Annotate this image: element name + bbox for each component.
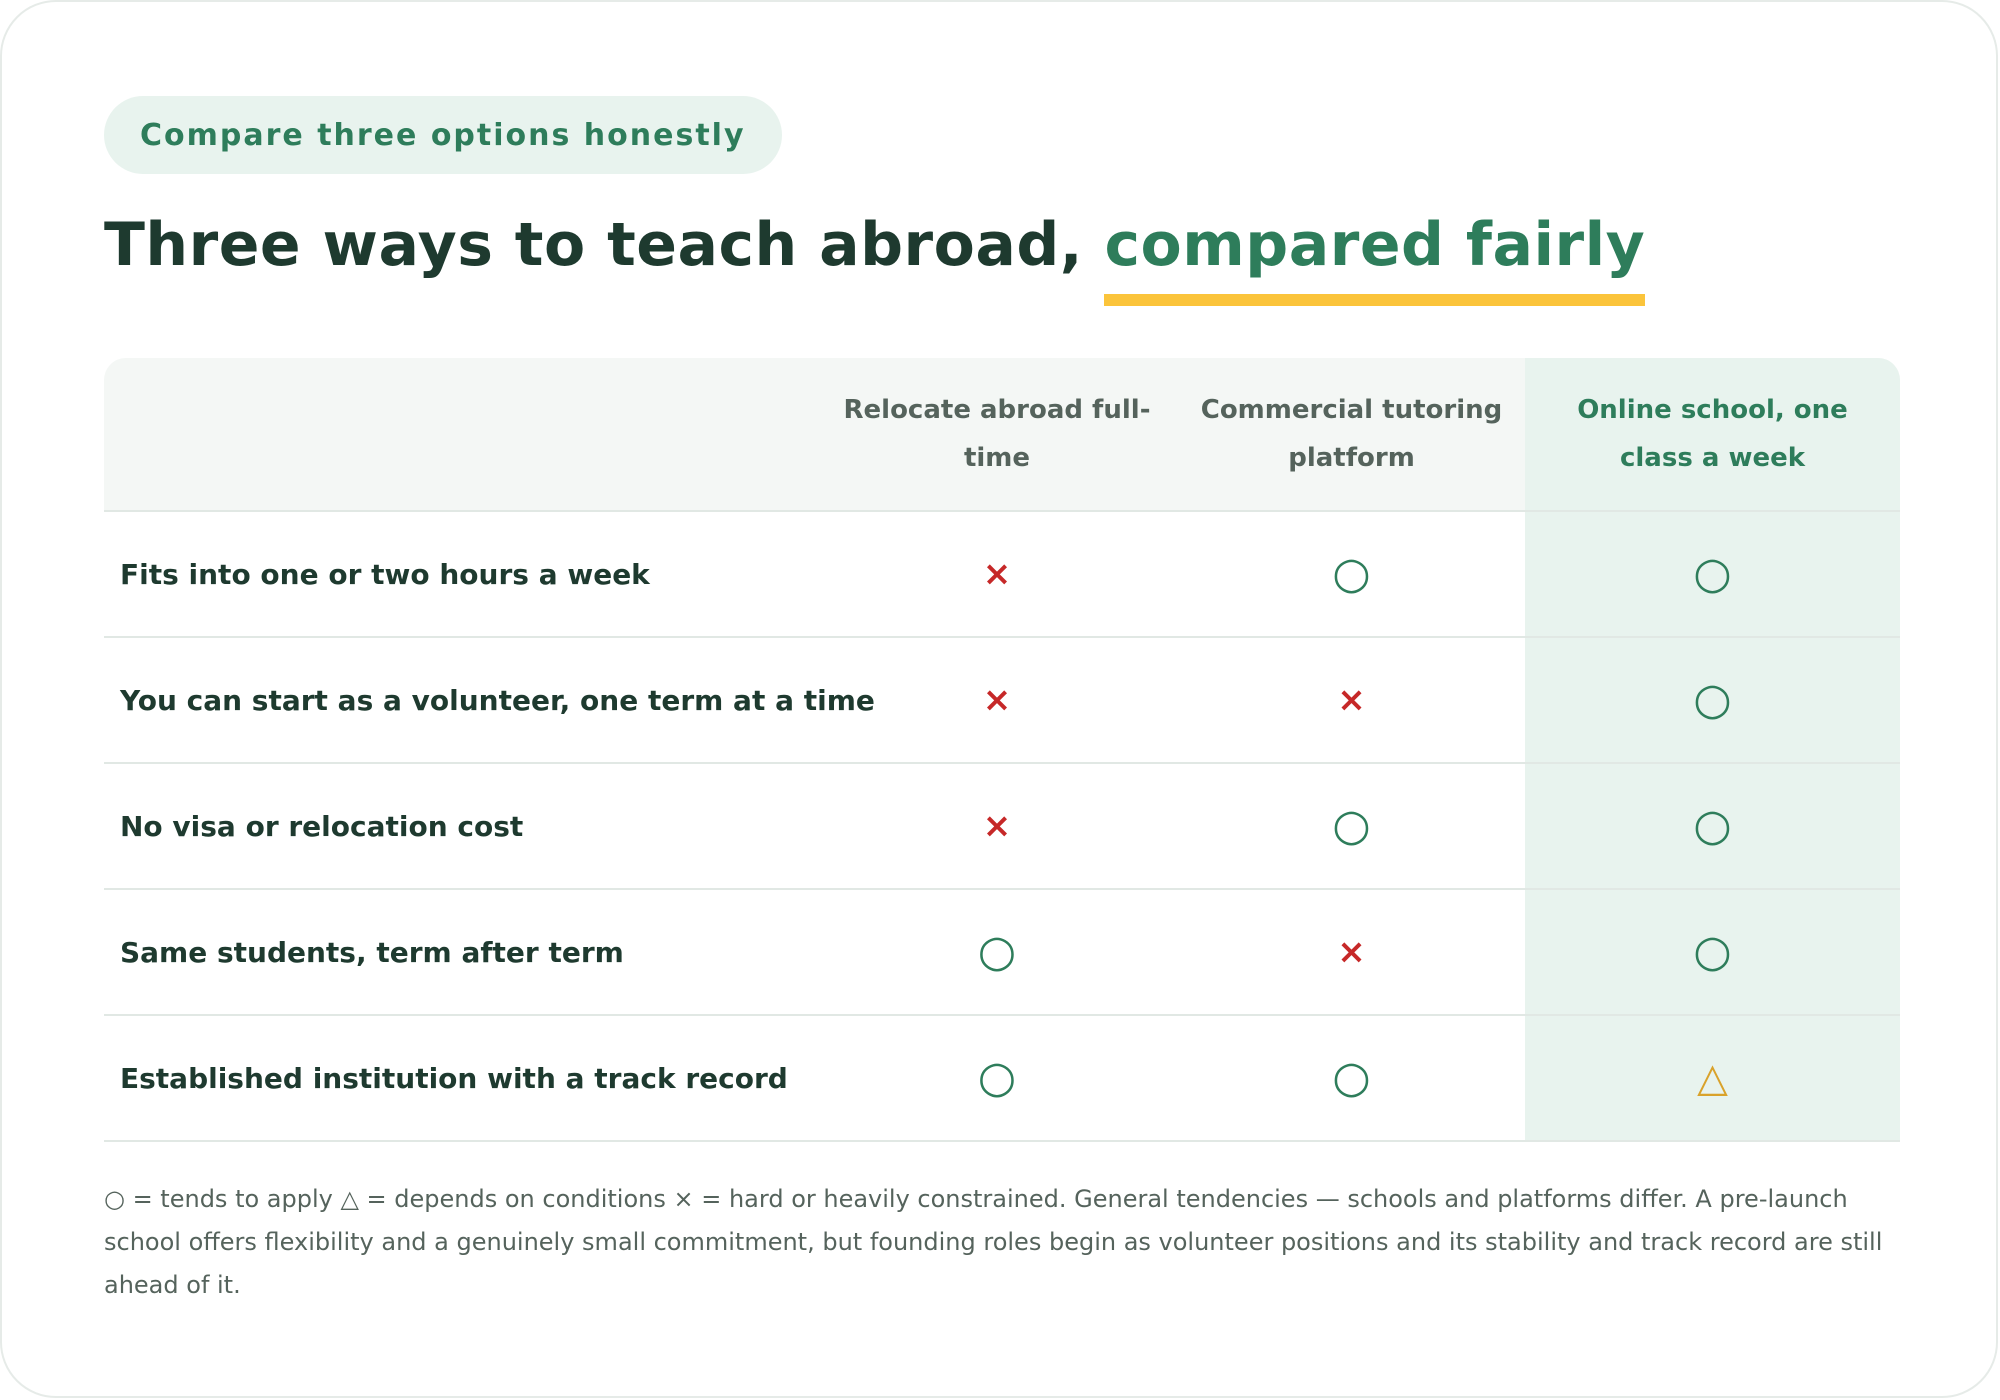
cell-tutoring	[1178, 638, 1525, 762]
cell-relocate	[816, 764, 1178, 888]
comparison-table	[104, 358, 1900, 1142]
cell-tutoring	[1178, 764, 1525, 888]
cell-online-school	[1525, 1016, 1900, 1140]
table-row	[104, 512, 1900, 638]
rating-mark: ×	[1337, 932, 1366, 972]
rating-mark: ○	[1693, 674, 1732, 725]
rating-mark: ○	[1332, 1052, 1371, 1103]
header-empty-cell	[104, 358, 816, 510]
title-accent: compared fairly	[1104, 210, 1646, 280]
cell-tutoring	[1178, 1016, 1525, 1140]
table-header	[104, 358, 1900, 512]
rating-mark: ×	[982, 680, 1012, 720]
table-row	[104, 638, 1900, 764]
legend-footnote: ○ = tends to apply △ = depends on conditions × = hard or heavily constrained. General tendencies — schools and platforms differ. A pre-launch school offers flexibility and a genuinely small commitment, but founding roles begin as volunteer positions and its stability and track record are still ahead of it.	[104, 1185, 1883, 1299]
cell-relocate	[816, 638, 1178, 762]
rating-mark: ○	[1693, 800, 1732, 851]
table-row	[104, 764, 1900, 890]
table-row	[104, 1016, 1900, 1142]
rating-mark: ○	[1693, 926, 1732, 977]
rating-mark: ×	[982, 806, 1012, 846]
cell-tutoring	[1178, 512, 1525, 636]
rating-mark: △	[1697, 1055, 1728, 1101]
cell-online-school	[1525, 512, 1900, 636]
cell-tutoring	[1178, 890, 1525, 1014]
column-header-relocate: Relocate abroad full-time	[843, 395, 1151, 473]
eyebrow-badge: Compare three options honestly	[104, 96, 782, 174]
row-label: Same students, term after term	[120, 935, 624, 969]
cell-online-school	[1525, 764, 1900, 888]
rating-mark: ×	[982, 554, 1012, 594]
cell-relocate	[816, 1016, 1178, 1140]
rating-mark: ×	[1337, 680, 1366, 720]
column-header-online-school: Online school, one class a week	[1525, 358, 1900, 510]
cell-online-school	[1525, 890, 1900, 1014]
row-label: Fits into one or two hours a week	[120, 557, 650, 591]
row-label: No visa or relocation cost	[120, 809, 524, 843]
rating-mark: ○	[977, 926, 1017, 977]
column-header-tutoring-platform: Commercial tutoring platform	[1200, 395, 1503, 473]
rating-mark: ○	[1693, 548, 1732, 599]
row-label: You can start as a volunteer, one term at a time	[120, 683, 875, 717]
cell-relocate	[816, 890, 1178, 1014]
cell-online-school	[1525, 638, 1900, 762]
rating-mark: ○	[1332, 548, 1371, 599]
cell-relocate	[816, 512, 1178, 636]
page-title	[104, 210, 1645, 280]
title-lead: Three ways to teach abroad,	[104, 210, 1105, 280]
rating-mark: ○	[977, 1052, 1017, 1103]
table-row	[104, 890, 1900, 1016]
rating-mark: ○	[1332, 800, 1371, 851]
row-label: Established institution with a track record	[120, 1061, 788, 1095]
